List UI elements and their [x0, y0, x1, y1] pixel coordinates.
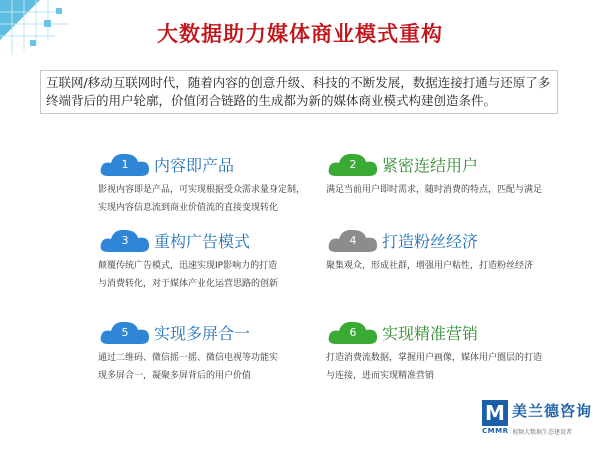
- cloud-icon: [326, 150, 380, 178]
- logo-abbreviation: CMMR: [482, 427, 509, 435]
- feature-item-multi-screen: [98, 318, 278, 385]
- item-title: 内容即产品: [154, 155, 235, 175]
- logo-tagline: 视频大数据生态建设者: [512, 429, 573, 436]
- feature-item-connect-users: [326, 150, 542, 199]
- item-title: 紧密连结用户: [382, 155, 479, 175]
- item-description-line: 影视内容即是产品，可实现根据受众需求量身定制，: [98, 185, 306, 195]
- cloud-icon: [326, 226, 380, 254]
- brand-logo: [482, 400, 594, 436]
- item-number: 3: [121, 234, 129, 247]
- item-description-line: 与消费转化，对于媒体产业化运营思路的创新: [98, 279, 279, 289]
- feature-item-fan-economy: [326, 226, 533, 275]
- item-title: 重构广告模式: [154, 231, 251, 251]
- logo-name: 美兰德咨询: [512, 402, 593, 420]
- intro-paragraph: 互联网/移动互联网时代，随着内容的创意升级、科技的不断发展，数据连接打通与还原了多终端背后的用户轮廓，价值闭合链路的生成都为新的媒体商业模式构建创造条件。: [40, 70, 558, 114]
- item-number: 1: [121, 158, 129, 171]
- cloud-icon: [98, 318, 152, 346]
- item-description-line: 打造消费流数据，掌握用户画像，媒体用户圈层的打造: [326, 353, 543, 363]
- item-title: 打造粉丝经济: [382, 231, 479, 251]
- feature-item-ad-model: [98, 226, 278, 293]
- logo-mark: M: [482, 400, 508, 426]
- item-description-line: 聚集观众，形成社群，增强用户粘性，打造粉丝经济: [326, 261, 534, 271]
- item-number: 5: [121, 326, 129, 339]
- feature-item-content-as-product: [98, 150, 305, 217]
- cloud-icon: [326, 318, 380, 346]
- item-description-line: 现多屏合一，凝聚多屏背后的用户价值: [98, 371, 252, 381]
- feature-item-precision-marketing: [326, 318, 542, 385]
- item-description-line: 通过二维码、微信摇一摇、微信电视等功能实: [98, 353, 279, 363]
- item-description-line: 实现内容信息流到商业价值流的直接变现转化: [98, 203, 279, 213]
- item-title: 实现多屏合一: [154, 323, 251, 343]
- item-description-line: 满足当前用户即时需求，随时消费的特点，匹配与满足: [326, 185, 543, 195]
- item-number: 2: [349, 158, 357, 171]
- cloud-icon: [98, 226, 152, 254]
- item-number: 6: [349, 326, 357, 339]
- cloud-icon: [98, 150, 152, 178]
- item-description-line: 颠覆传统广告模式，迅速实现IP影响力的打造: [98, 261, 278, 271]
- item-title: 实现精准营销: [382, 323, 479, 343]
- item-number: 4: [349, 234, 357, 247]
- page-title: 大数据助力媒体商业模式重构: [157, 22, 443, 46]
- item-description-line: 与连接，进而实现精准营销: [326, 371, 435, 381]
